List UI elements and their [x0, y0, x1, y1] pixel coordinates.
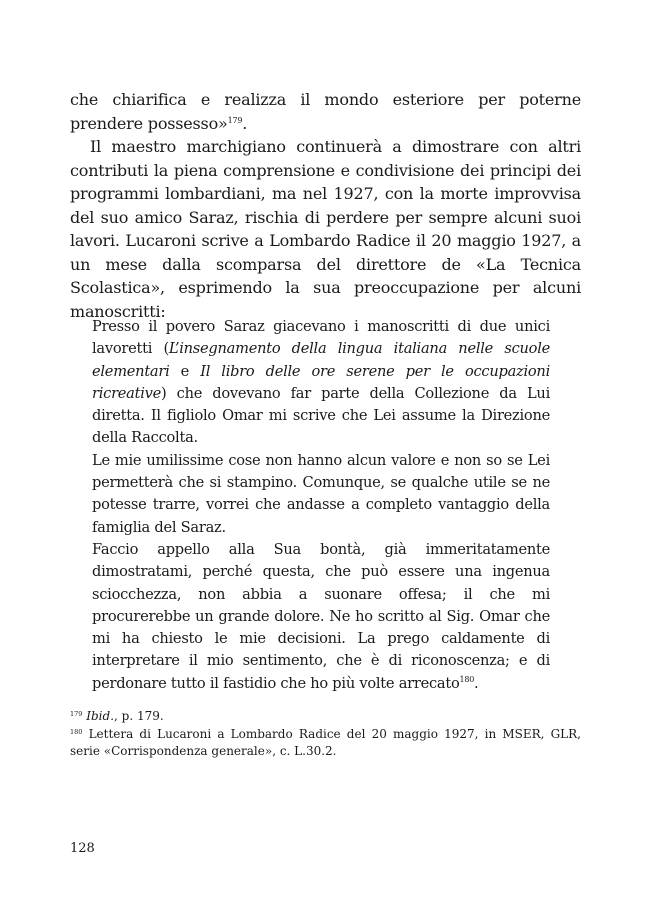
book-title-2: Il libro delle ore serene per le occupazioni ricreative	[92, 362, 550, 402]
quote-paragraph-3	[92, 539, 550, 695]
paragraph-1-end: .	[242, 113, 248, 133]
footnote-text: , p. 179.	[114, 709, 164, 723]
footnote-number: 180	[70, 727, 83, 736]
footnote-number: 179	[70, 710, 83, 718]
main-text	[70, 88, 581, 323]
book-title-1: L’insegnamento della lingua italiana nelle scuole elementari	[92, 340, 550, 380]
footnote-ref-179[interactable]: 179	[227, 115, 243, 125]
footnote-179	[70, 708, 581, 726]
quote-text: ) che dovevano far parte della Collezione da Lui diretta. Il figliolo Omar mi scrive che Lei assume la Direzione della Raccolta.	[92, 384, 550, 447]
block-quote	[92, 316, 550, 695]
quote-paragraph-1	[92, 316, 550, 450]
quote-text: Presso il povero Saraz giacevano i manoscritti di due unici lavoretti (	[92, 318, 550, 358]
footnote-180	[70, 726, 581, 761]
quote-text: Faccio appello alla Sua bontà, già immeritatamente dimostratami, perché questa, che può essere una ingenua sciocchezza, non abbia a suonare offesa; il che mi procurerebbe un grande dolore. Ne ho scritto al Sig. Omar che mi ha chiesto le mie decisioni. La prego caldamente di interpretare il mio sentimento, che è di riconoscenza; e di perdonare tutto il fastidio che ho più volte arrecato	[92, 540, 550, 692]
footnote-text: Lettera di Lucaroni a Lombardo Radice del 20 maggio 1927, in MSER, GLR, serie «Corrispondenza generale», c. L.30.2.	[70, 726, 581, 758]
paragraph-1-text: che chiarifica e realizza il mondo esteriore per poterne prendere possesso»	[70, 90, 581, 133]
footnote-ref-abbrev: Ibid.	[86, 709, 115, 723]
footnotes	[70, 708, 581, 761]
paragraph-2: Il maestro marchigiano continuerà a dimostrare con altri contributi la piena comprensione e condivisione dei principi dei programmi lombardiani, ma nel 1927, con la morte improvvisa del suo amico Saraz, rischia di perdere per sempre alcuni suoi lavori. Lucaroni scrive a Lombardo Radice il 20 maggio 1927, a un mese dalla scomparsa del direttore de «La Tecnica Scolastica», esprimendo la sua preoccupazione per alcuni manoscritti:	[70, 137, 581, 321]
footnote-ref-180[interactable]: 180	[459, 674, 475, 684]
quote-paragraph-2: Le mie umilissime cose non hanno alcun valore e non so se Lei permetterà che si stampino. Comunque, se qualche utile se ne potesse trarre, vorrei che andasse a completo vantaggio della famiglia del Saraz.	[92, 451, 550, 536]
quote-text: e	[169, 362, 201, 380]
paragraph-1	[70, 88, 581, 135]
quote-end: .	[474, 674, 479, 692]
page-number: 128	[70, 841, 95, 856]
